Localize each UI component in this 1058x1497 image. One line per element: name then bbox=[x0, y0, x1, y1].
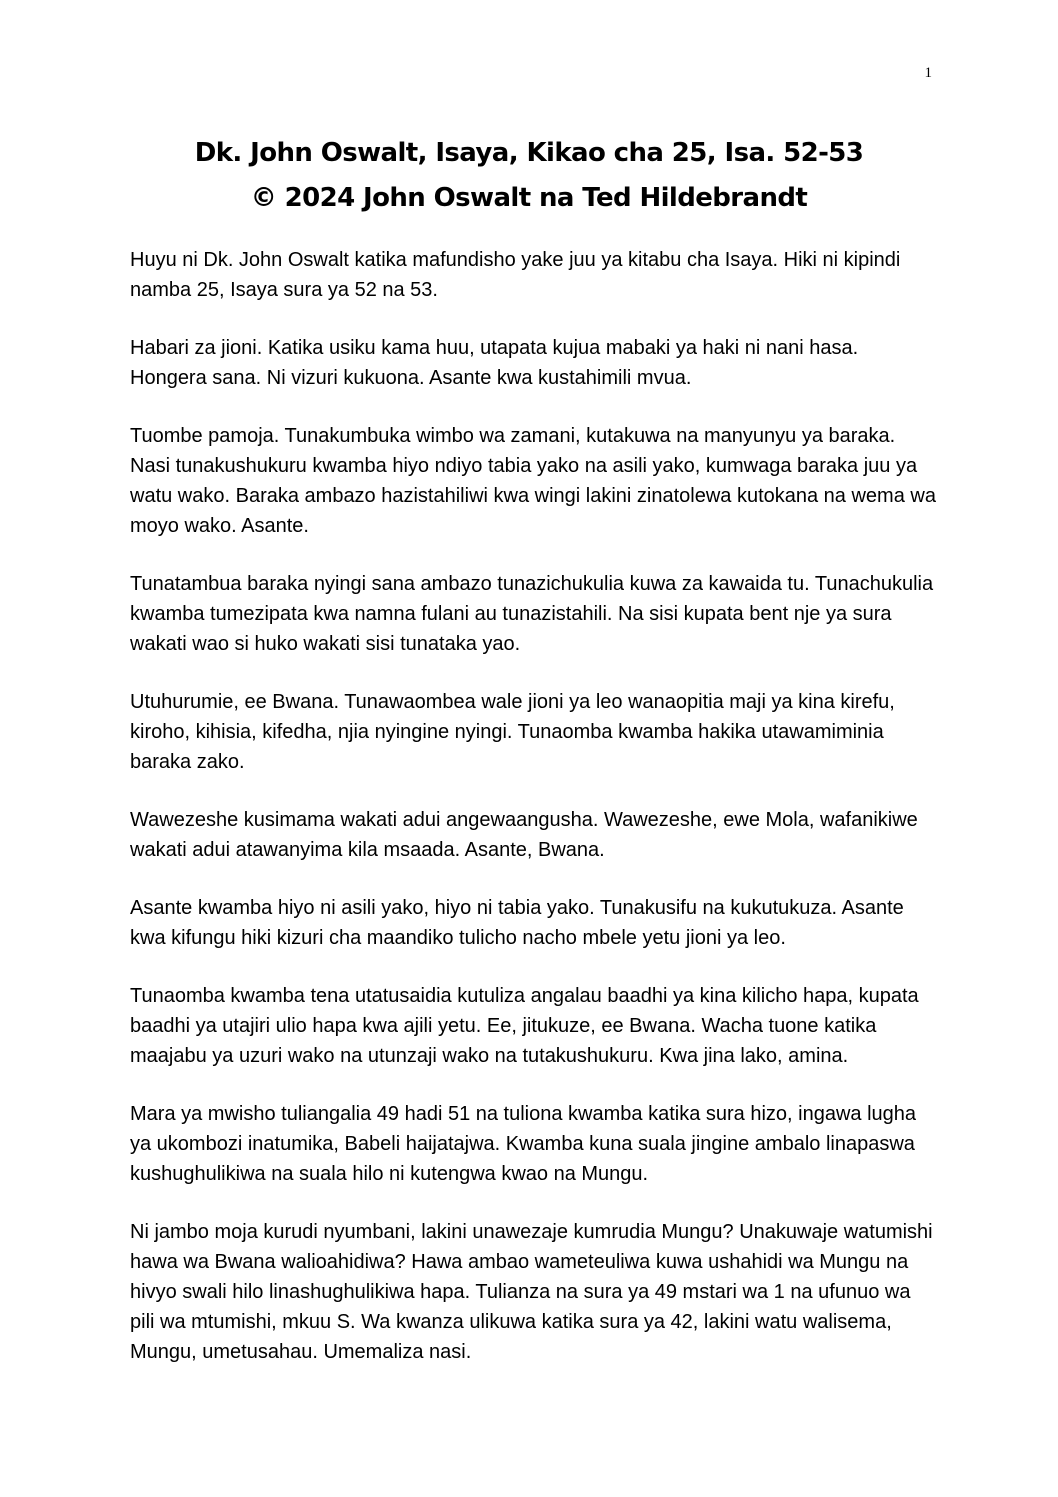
paragraph: Asante kwamba hiyo ni asili yako, hiyo ni tabia yako. Tunakusifu na kukutukuza. Asante kwa kifungu hiki kizuri cha maandiko tulicho nacho mbele yetu jioni ya leo. bbox=[130, 897, 904, 949]
page-number: 1 bbox=[924, 65, 932, 81]
title-line-1: Dk. John Oswalt, Isaya, Kikao cha 25, Isa. 52-53 bbox=[194, 138, 864, 168]
paragraph: Huyu ni Dk. John Oswalt katika mafundisho yake juu ya kitabu cha Isaya. Hiki ni kipindi namba 25, Isaya sura ya 52 na 53. bbox=[130, 249, 901, 301]
paragraph: Wawezeshe kusimama wakati adui angewaangusha. Wawezeshe, ewe Mola, wafanikiwe wakati adui atawanyima kila msaada. Asante, Bwana. bbox=[130, 809, 918, 861]
title-line-2: © 2024 John Oswalt na Ted Hildebrandt bbox=[250, 183, 808, 213]
paragraph: Ni jambo moja kurudi nyumbani, lakini unawezaje kumrudia Mungu? Unakuwaje watumishi hawa wa Bwana walioahidiwa? Hawa ambao wameteuliwa kuwa ushahidi wa Mungu na hivyo swali hilo linashughulikiwa hapa. Tulianza na sura ya 49 mstari wa 1 na ufunuo wa pili wa mtumishi, mkuu S. Wa kwanza ulikuwa katika sura ya 42, lakini watu walisema, Mungu, umetusahau. Umemaliza nasi. bbox=[130, 1221, 933, 1363]
paragraph: Utuhurumie, ee Bwana. Tunawaombea wale jioni ya leo wanaopitia maji ya kina kirefu, kiroho, kihisia, kifedha, njia nyingine nyingi. Tunaomba kwamba hakika utawamiminia baraka zako. bbox=[130, 691, 895, 773]
document-body bbox=[130, 245, 940, 1395]
paragraph: Mara ya mwisho tuliangalia 49 hadi 51 na tuliona kwamba katika sura hizo, ingawa lugha ya ukombozi inatumika, Babeli haijatajwa. Kwamba kuna suala jingine ambalo linapaswa kushughulikiwa na suala hilo ni kutengwa kwao na Mungu. bbox=[130, 1103, 917, 1185]
paragraph: Tuombe pamoja. Tunakumbuka wimbo wa zamani, kutakuwa na manyunyu ya baraka. Nasi tunakushukuru kwamba hiyo ndiyo tabia yako na asili yako, kumwaga baraka juu ya watu wako. Baraka ambazo hazistahiliwi kwa wingi lakini zinatolewa kutokana na wema wa moyo wako. Asante. bbox=[130, 425, 936, 537]
paragraph: Tunaomba kwamba tena utatusaidia kutuliza angalau baadhi ya kina kilicho hapa, kupata baadhi ya utajiri ulio hapa kwa ajili yetu. Ee, jitukuze, ee Bwana. Wacha tuone katika maajabu ya uzuri wako na utunzaji wako na tutakushukuru. Kwa jina lako, amina. bbox=[130, 985, 919, 1067]
paragraph: Habari za jioni. Katika usiku kama huu, utapata kujua mabaki ya haki ni nani hasa. Hongera sana. Ni vizuri kukuona. Asante kwa kustahimili mvua. bbox=[130, 337, 859, 389]
document-title bbox=[100, 131, 958, 221]
paragraph: Tunatambua baraka nyingi sana ambazo tunazichukulia kuwa za kawaida tu. Tunachukulia kwamba tumezipata kwa namna fulani au tunazistahili. Na sisi kupata bent nje ya sura wakati wao si huko wakati sisi tunataka yao. bbox=[130, 573, 934, 655]
